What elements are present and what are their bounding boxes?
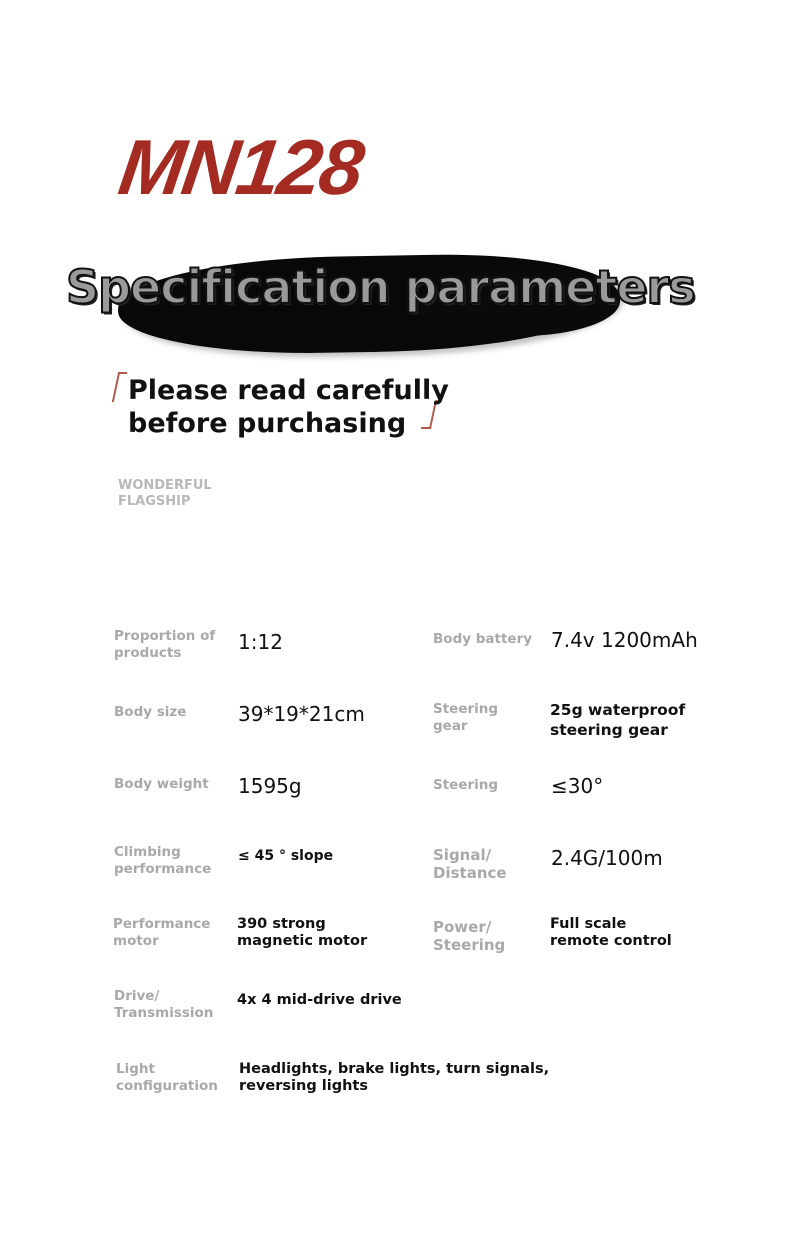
- spec-label-signal: Signal/ Distance: [433, 846, 507, 882]
- spec-value-climbing: ≤ 45 ° slope: [238, 848, 334, 864]
- spec-value-signal: 2.4G/100m: [551, 846, 663, 870]
- spec-label-power: Power/ Steering: [433, 918, 506, 954]
- spec-value-steering: ≤30°: [551, 774, 604, 798]
- spec-value-motor: 390 strong magnetic motor: [237, 916, 368, 949]
- spec-value-proportion: 1:12: [238, 630, 283, 654]
- notice-line-2: before purchasing: [128, 408, 407, 439]
- tag-line-2: FLAGSHIP: [118, 494, 191, 509]
- spec-label-body-size: Body size: [114, 704, 187, 720]
- flagship-tag: [118, 478, 238, 510]
- brand-logo: [113, 123, 368, 211]
- spec-value-light: Headlights, brake lights, turn signals, reversing lights: [239, 1061, 550, 1094]
- page-title: Specification parameters: [66, 260, 695, 314]
- notice-text: [128, 374, 449, 440]
- spec-label-steering-gear: Steering gear: [433, 701, 499, 734]
- spec-label-steering: Steering: [433, 777, 499, 793]
- brand-name: MN128: [113, 123, 368, 211]
- spec-label-light: Light configuration: [116, 1061, 218, 1094]
- spec-value-steering-gear: 25g waterproof steering gear: [550, 701, 686, 739]
- spec-value-drive: 4x 4 mid-drive drive: [237, 992, 402, 1008]
- spec-label-climbing: Climbing performance: [114, 844, 212, 877]
- spec-label-drive: Drive/ Transmission: [114, 988, 214, 1021]
- spec-label-motor: Performance motor: [113, 916, 211, 949]
- spec-label-proportion: Proportion of products: [114, 628, 216, 661]
- open-quote-mark: [112, 372, 127, 402]
- spec-value-body-weight: 1595g: [238, 774, 302, 798]
- spec-value-power: Full scale remote control: [550, 916, 672, 949]
- spec-label-body-weight: Body weight: [114, 776, 209, 792]
- spec-value-body-size: 39*19*21cm: [238, 702, 365, 726]
- spec-value-body-battery: 7.4v 1200mAh: [551, 628, 698, 652]
- spec-label-body-battery: Body battery: [433, 631, 533, 647]
- tag-line-1: WONDERFUL: [118, 478, 212, 493]
- notice-line-1: Please read carefully: [128, 375, 449, 406]
